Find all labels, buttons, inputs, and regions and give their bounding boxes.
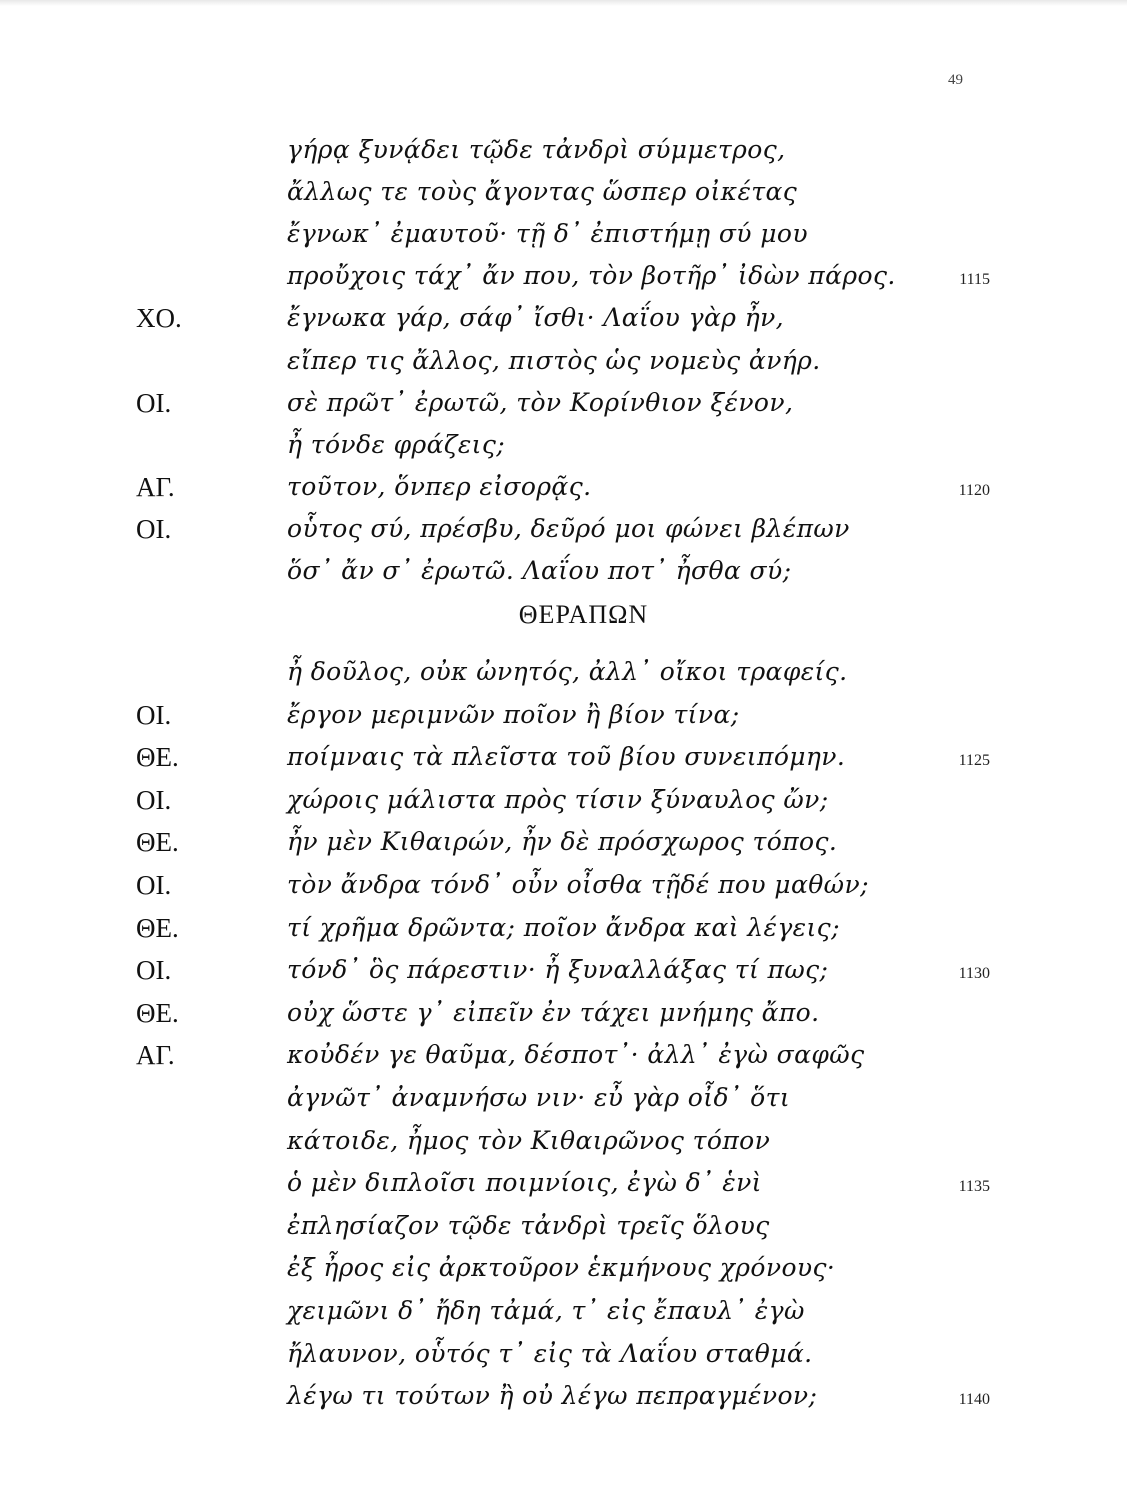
verse-line [0, 1035, 1127, 1075]
verse-line [0, 298, 1127, 338]
verse-line [0, 172, 1127, 212]
verse-line [0, 865, 1127, 905]
page-number: 49 [948, 72, 963, 88]
speaker-label: ΟΙ. [136, 784, 172, 815]
verse-text: ἦν μὲν Κιθαιρών, ἦν δὲ πρόσχωρος τόπος. [287, 827, 838, 857]
verse-text: γήρᾳ ξυνᾴδει τῷδε τἀνδρὶ σύμμετρος, [287, 135, 786, 164]
speaker-label: ΘΕ. [136, 742, 179, 773]
verse-line [0, 341, 1127, 381]
speaker-label: ΘΕ. [136, 912, 179, 943]
verse-line [0, 1376, 1127, 1416]
verse-text: ἀγνῶτ᾽ ἀναμνήσω νιν· εὖ γὰρ οἶδ᾽ ὅτι [287, 1083, 791, 1112]
verse-text: σὲ πρῶτ᾽ ἐρωτῶ, τὸν Κορίνθιον ξένον, [287, 387, 794, 417]
verse-line [0, 551, 1127, 591]
verse-line [0, 509, 1127, 549]
verse-line [0, 652, 1127, 692]
verse-text: ἐξ ἦρος εἰς ἀρκτοῦρον ἑκμήνους χρόνους· [287, 1253, 836, 1283]
verse-text: ὁ μὲν διπλοῖσι ποιμνίοις, ἐγὼ δ᾽ ἑνὶ [287, 1168, 762, 1198]
verse-line [0, 425, 1127, 465]
verse-line [0, 1163, 1127, 1203]
verse-text: οὐχ ὥστε γ᾽ εἰπεῖν ἐν τάχει μνήμης ἄπο. [287, 997, 820, 1027]
verse-line [0, 737, 1127, 777]
verse-line [0, 1248, 1127, 1288]
verse-line [0, 256, 1127, 296]
line-number: 1125 [958, 752, 990, 770]
verse-text: τὸν ἄνδρα τόνδ᾽ οὖν οἶσθα τῇδέ που μαθών; [287, 870, 869, 899]
verse-text: ὅσ᾽ ἄν σ᾽ ἐρωτῶ. Λαΐου ποτ᾽ ἦσθα σύ; [287, 556, 792, 585]
verse-line [0, 1078, 1127, 1118]
verse-line [0, 950, 1127, 990]
line-number: 1130 [958, 965, 990, 983]
verse-line [0, 993, 1127, 1033]
verse-text: τόνδ᾽ ὃς πάρεστιν· ἦ ξυναλλάξας τί πως; [287, 955, 829, 985]
verse-line [0, 695, 1127, 735]
verse-line [0, 1334, 1127, 1374]
verse-text: κάτοιδε, ἦμος τὸν Κιθαιρῶνος τόπον [287, 1125, 771, 1155]
verse-line [0, 214, 1127, 254]
verse-text: ποίμναις τὰ πλεῖστα τοῦ βίου συνειπόμην. [287, 742, 846, 772]
verse-text: κοὐδέν γε θαῦμα, δέσποτ᾽· ἀλλ᾽ ἐγὼ σαφῶς [287, 1040, 865, 1070]
verse-line [0, 467, 1127, 507]
verse-line [0, 1206, 1127, 1246]
verse-line [0, 822, 1127, 862]
verse-line [0, 1121, 1127, 1161]
verse-line [0, 130, 1127, 170]
verse-text: ἔργον μεριμνῶν ποῖον ἢ βίον τίνα; [287, 699, 740, 729]
verse-text: λέγω τι τούτων ἢ οὐ λέγω πεπραγμένον; [287, 1381, 818, 1411]
verse-text: τοῦτον, ὅνπερ εἰσορᾷς. [287, 471, 592, 501]
speaker-label: ΘΕ. [136, 997, 179, 1028]
verse-text: ἤλαυνον, οὗτός τ᾽ εἰς τὰ Λαΐου σταθμά. [287, 1338, 813, 1368]
verse-text: οὗτος σύ, πρέσβυ, δεῦρό μοι φώνει βλέπων [287, 513, 850, 543]
verse-text: εἴπερ τις ἄλλος, πιστὸς ὡς νομεὺς ἀνήρ. [287, 345, 821, 375]
verse-text: τί χρῆμα δρῶντα; ποῖον ἄνδρα καὶ λέγεις; [287, 912, 840, 942]
line-number: 1115 [959, 271, 990, 289]
verse-text: ἦ δοῦλος, οὐκ ὠνητός, ἀλλ᾽ οἴκοι τραφείς. [287, 657, 848, 686]
speaker-label: ΑΓ. [136, 1040, 175, 1071]
verse-line [0, 908, 1127, 948]
line-number: 1135 [958, 1178, 990, 1196]
line-number: 1120 [958, 481, 990, 499]
verse-text: ἐπλησίαζον τῷδε τἀνδρὶ τρεῖς ὅλους [287, 1210, 770, 1240]
speaker-label: ΧΟ. [136, 303, 182, 334]
verse-text: ἔγνωκ᾽ ἐμαυτοῦ· τῇ δ᾽ ἐπιστήμῃ σύ μου [287, 219, 808, 249]
verse-text: ἔγνωκα γάρ, σάφ᾽ ἴσθι· Λαΐου γὰρ ἦν, [287, 303, 785, 333]
verse-text: ἄλλως τε τοὺς ἄγοντας ὥσπερ οἰκέτας [287, 177, 798, 207]
speaker-label: ΟΙ. [136, 387, 172, 418]
page-top-edge [0, 0, 1127, 6]
speaker-label: ΟΙ. [136, 699, 172, 730]
speaker-label: ΟΙ. [136, 955, 172, 986]
verse-line [0, 780, 1127, 820]
verse-text: προὔχοις τάχ᾽ ἄν που, τὸν βοτῆρ᾽ ἰδὼν πάρος. [287, 261, 896, 291]
line-number: 1140 [958, 1391, 990, 1409]
speaker-label: ΟΙ. [136, 870, 172, 900]
verse-text: χώροις μάλιστα πρὸς τίσιν ξύναυλος ὤν; [287, 784, 829, 814]
verse-line [0, 1291, 1127, 1331]
verse-text: ἦ τόνδε φράζεις; [287, 429, 506, 459]
speaker-label: ΘΕ. [136, 827, 179, 858]
speaker-label: ΑΓ. [136, 471, 175, 502]
character-heading [0, 595, 1127, 635]
speaker-label: ΟΙ. [136, 513, 172, 544]
verse-text: χειμῶνι δ᾽ ἤδη τἀμά, τ᾽ εἰς ἔπαυλ᾽ ἐγὼ [287, 1296, 805, 1325]
heading-text: ΘΕΡΑΠΩΝ [518, 600, 649, 629]
verse-line [0, 383, 1127, 423]
